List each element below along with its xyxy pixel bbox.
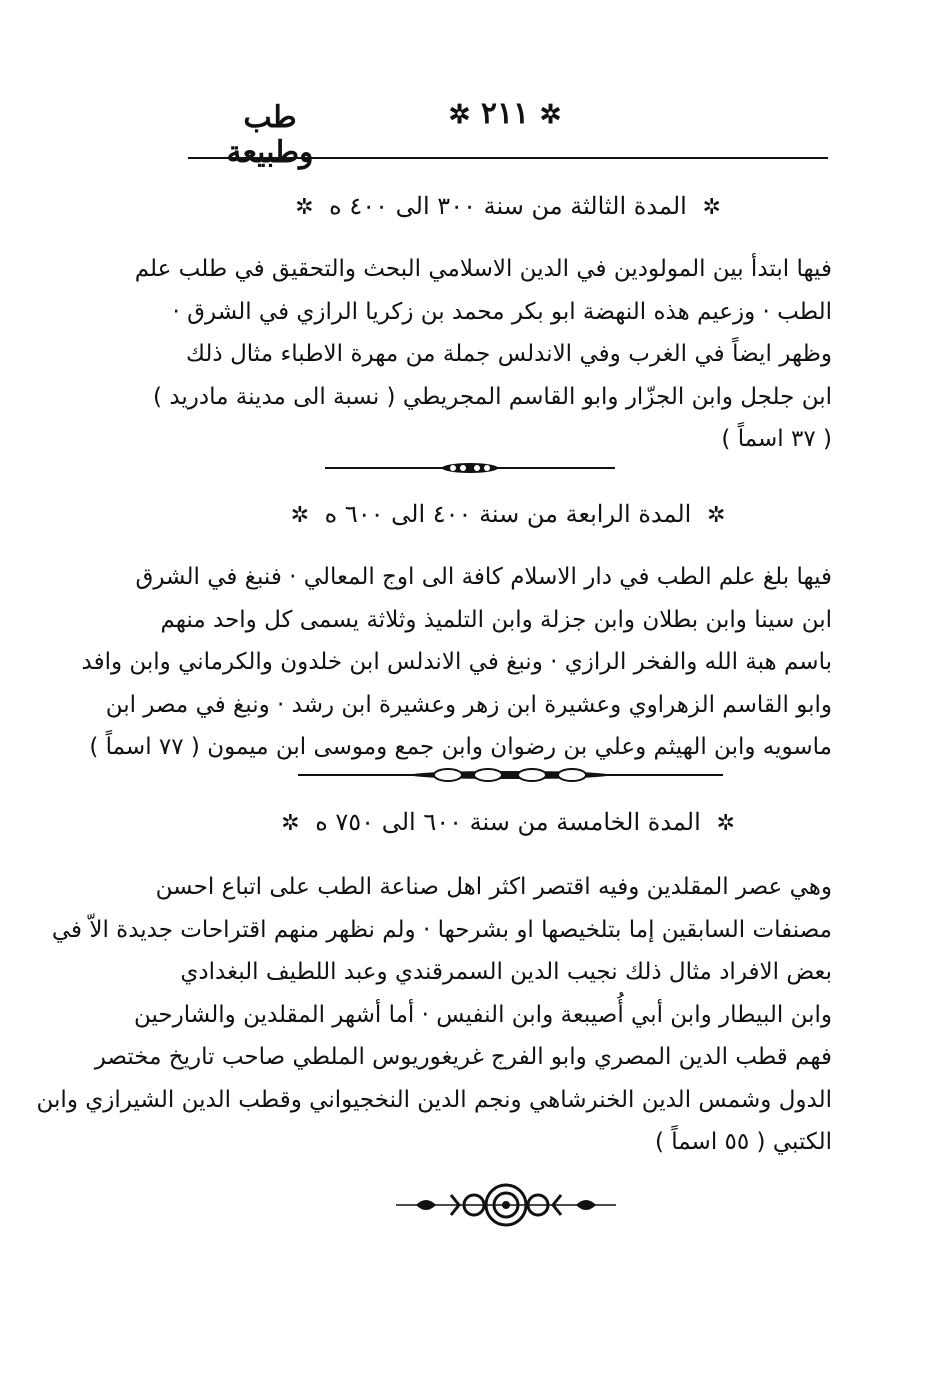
text-line: وابن البيطار وابن أبي أُصيبعة وابن النفيس · أما أشهر المقلدين والشارحين: [133, 1001, 832, 1028]
text-line: ابن سينا وابن بطلان وابن جزلة وابن التلميذ وثلاثة يسمى كل واحد منهم: [160, 606, 832, 633]
star-ornament-icon: ✲: [539, 100, 562, 130]
end-ornament: [396, 1180, 616, 1230]
text-line: الطب · وزعيم هذه النهضة ابو بكر محمد بن زكريا الرازي في الشرق ·: [172, 298, 832, 325]
section-heading-text: المدة الرابعة من سنة ٤٠٠ الى ٦٠٠ ه: [324, 500, 692, 528]
section-heading-text: المدة الخامسة من سنة ٦٠٠ الى ٧٥٠ ه: [315, 808, 701, 836]
section-heading-text: المدة الثالثة من سنة ٣٠٠ الى ٤٠٠ ه: [329, 192, 687, 220]
text-line: فيها ابتدأ بين المولودين في الدين الاسلامي البحث والتحقيق في طلب علم: [134, 256, 832, 282]
star-ornament-icon: ✲: [448, 100, 471, 130]
section-divider-ornament: [325, 460, 615, 476]
text-line: بعض الافراد مثال ذلك نجيب الدين السمرقندي وعبد اللطيف البغدادي: [180, 959, 832, 985]
section-paragraph: [81, 556, 832, 769]
text-line: وظهر ايضاً في الغرب وفي الاندلس جملة من مهرة الاطباء مثال ذلك: [186, 341, 832, 367]
text-line: وهي عصر المقلدين وفيه اقتصر اكثر اهل صناعة الطب على اتباع احسن: [155, 874, 832, 900]
star-ornament-icon: ✲: [290, 503, 309, 528]
text-line: فهم قطب الدين المصري وابو الفرج غريغوريوس الملطي صاحب تاريخ مختصر: [94, 1044, 832, 1070]
star-ornament-icon: ✲: [295, 195, 314, 220]
star-ornament-icon: ✲: [716, 811, 735, 836]
star-ornament-icon: ✲: [706, 503, 726, 528]
section-paragraph: [36, 866, 832, 1164]
star-ornament-icon: ✲: [702, 195, 721, 220]
star-ornament-icon: ✲: [281, 811, 300, 836]
page-number-block: [445, 96, 565, 131]
running-title: طب وطبيعة: [226, 100, 314, 170]
text-line: ابن جلجل وابن الجزّار وابو القاسم المجريطي ( نسبة الى مدينة مادريد ): [153, 383, 832, 410]
text-line: الكتبي ( ٥٥ اسماً ): [654, 1129, 832, 1155]
text-line: مصنفات السابقين إما بتلخيصها او بشرحها · ولم نظهر منهم اقتراحات جديدة الاّ في: [51, 916, 832, 943]
section-heading: [188, 808, 828, 836]
section-heading: [188, 500, 828, 528]
section-divider-ornament: [298, 766, 723, 784]
section-heading: [188, 192, 828, 220]
header-rule: [188, 157, 828, 159]
page-number: ٢١١: [480, 96, 530, 131]
text-line: الدول وشمس الدين الخنرشاهي ونجم الدين النخجيواني وقطب الدين الشيرازي وابن: [36, 1086, 832, 1113]
text-line: ماسويه وابن الهيثم وعلي بن رضوان وابن جمع وموسى ابن ميمون ( ٧٧ اسماً ): [89, 734, 832, 760]
text-line: ( ٣٧ اسماً ): [721, 426, 832, 452]
text-line: فيها بلغ علم الطب في دار الاسلام كافة الى اوج المعالي · فنبغ في الشرق: [135, 564, 832, 590]
text-line: وابو القاسم الزهراوي وعشيرة ابن زهر وعشيرة ابن رشد · ونبغ في مصر ابن: [105, 691, 832, 718]
text-line: باسم هبة الله والفخر الرازي · ونبغ في الاندلس ابن خلدون والكرماني وابن وافد: [81, 649, 832, 675]
section-paragraph: [134, 248, 832, 461]
